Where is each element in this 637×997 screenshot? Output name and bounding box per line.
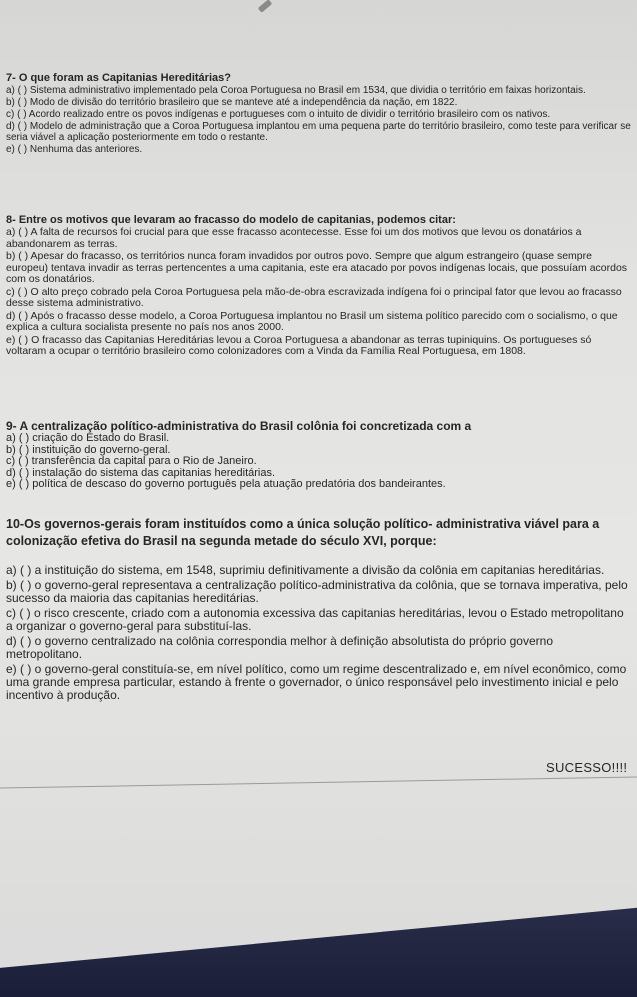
pen-mark [258, 0, 273, 13]
question-8-option-b: b) ( ) Apesar do fracasso, os territórios nunca foram invadidos por outros povo. Sempre que algum estrangeiro (quase sempre europeu) tentava invadir as terras pertencentes a uma capitania, este era atacado por povos indígenas locais, que possuíam acordos com os donatários. [6, 250, 628, 285]
question-7-option-e: e) ( ) Nenhuma das anteriores. [6, 144, 143, 155]
success-message: SUCESSO!!!! [546, 760, 628, 775]
question-7-option-d: d) ( ) Modelo de administração que a Coroa Portuguesa implantou em uma pequena parte do território brasileiro, como teste para verificar se seria viável a aplicação posteriormente em todo o restante. [6, 121, 631, 143]
question-7-header: 7- O que foram as Capitanias Hereditárias? [6, 72, 231, 84]
question-9-header: 9- A centralização político-administrativa do Brasil colônia foi concretizada com a [6, 419, 472, 433]
question-8-option-e: e) ( ) O fracasso das Capitanias Hereditárias levou a Coroa Portuguesa a abandonar as terras tupiniquins. Os portugueses só voltaram a ocupar o território brasileiro como colonizadores com a Vinda da Família Real Portuguesa, em 1808. [6, 333, 592, 357]
question-9-option-d: d) ( ) instalação do sistema das capitanias hereditárias. [6, 466, 276, 479]
question-10-option-e: e) ( ) o governo-geral constituía-se, em nível político, como um regime descentralizado e, em nível econômico, como uma grande empresa particular, estando à frente o governador, o único responsável pelo investimento inicial e pelo incentivo à produção. [6, 662, 627, 702]
question-10-header: 10-Os governos-gerais foram instituídos como a única solução político- administrativa viável para a colonização efetiva do Brasil na segunda metade do século XVI, porque: [6, 517, 600, 548]
question-7 [6, 72, 632, 155]
question-7-option-c: c) ( ) Acordo realizado entre os povos indígenas e portugueses com o intuito de dividir o território brasileiro com os nativos. [6, 109, 551, 120]
question-10-option-d: d) ( ) o governo centralizado na colônia correspondia melhor à definição absolutista do próprio governo metropolitano. [6, 634, 553, 661]
question-9 [6, 420, 632, 491]
question-9-option-b: b) ( ) instituição do governo-geral. [6, 443, 171, 456]
question-8-option-c: c) ( ) O alto preço cobrado pela Coroa Portuguesa pela mão-de-obra escravizada indígena foi o principal fator que levou ao fracasso desse sistema administrativo. [6, 285, 622, 309]
question-8-option-a: a) ( ) A falta de recursos foi crucial para que esse fracasso acontecesse. Esse foi um dos motivos que levou os donatários a abandonarem as terras. [6, 226, 582, 250]
divider-line [0, 776, 637, 788]
question-9-option-c: c) ( ) transferência da capital para o Rio de Janeiro. [6, 455, 257, 467]
question-9-option-a: a) ( ) criação do Estado do Brasil. [6, 432, 170, 444]
question-8-option-d: d) ( ) Após o fracasso desse modelo, a Coroa Portuguesa implantou no Brasil um sistema político parecido com o socialismo, o que explica a cultura socialista presente no país nos anos 2000. [6, 309, 618, 333]
question-10 [6, 516, 632, 702]
question-7-option-a: a) ( ) Sistema administrativo implementado pela Coroa Portuguesa no Brasil em 1534, que dividia o território em faixas horizontais. [6, 85, 586, 96]
question-8-header: 8- Entre os motivos que levaram ao fracasso do modelo de capitanias, podemos citar: [6, 214, 456, 226]
question-8 [6, 214, 632, 358]
question-7-option-b: b) ( ) Modo de divisão do território brasileiro que se manteve até a independência da nação, em 1822. [6, 97, 458, 108]
question-9-option-e: e) ( ) política de descaso do governo português pela atuação predatória dos bandeirantes. [6, 478, 446, 490]
question-10-option-a: a) ( ) a instituição do sistema, em 1548, suprimiu definitivamente a divisão da colônia em capitanias hereditárias. [6, 563, 605, 577]
question-10-option-b: b) ( ) o governo-geral representava a centralização político-administrativa da colônia, que se tornava imperativa, pelo sucesso da maioria das capitanias hereditárias. [6, 578, 628, 605]
question-10-option-c: c) ( ) o risco crescente, criado com a autonomia excessiva das capitanias hereditárias, levou o Estado metropolitano a organizar o governo-geral para substituí-las. [6, 606, 624, 633]
